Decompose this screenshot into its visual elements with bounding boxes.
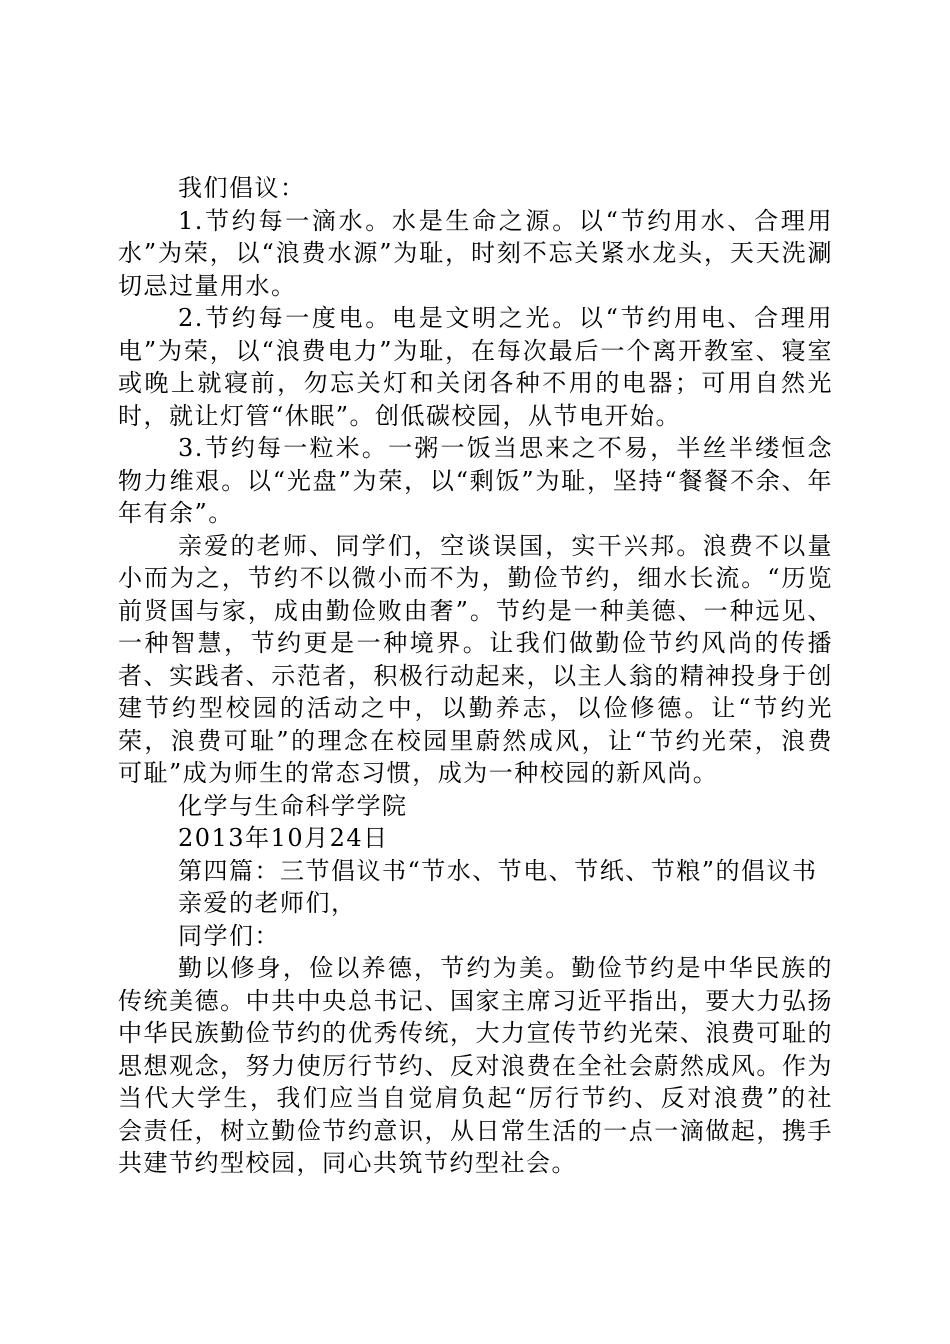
salutation-teachers: 亲爱的老师们， <box>178 889 357 917</box>
document-body <box>118 172 833 1180</box>
proposal-item-rice: 3.节约每一粒米。一粥一饭当思来之不易，半丝半缕恒念物力维艰。以“光盘”为荣，以“剩饭”为耻，坚持“餐餐不余、年年有余”。 <box>118 434 833 527</box>
proposal-item-electricity: 2.节约每一度电。电是文明之光。以“节约用电、合理用电”为荣，以“浪费电力”为耻，在每次最后一个离开教室、寝室或晚上就寝前，勿忘关灯和关闭各种不用的电器；可用自然光时，就让灯管“休眠”。创低碳校园，从节电开始。 <box>118 304 833 430</box>
signature-organization: 化学与生命科学学院 <box>178 791 408 820</box>
signature-date: 2013年10月24日 <box>178 824 389 852</box>
salutation-students: 同学们： <box>178 921 280 950</box>
proposal-item-water: 1.节约每一滴水。水是生命之源。以“节约用水、合理用水”为荣，以“浪费水源”为耻，时刻不忘关紧水龙头，天天洗涮切忌过量用水。 <box>118 206 833 300</box>
proposal-heading: 我们倡议： <box>178 174 306 202</box>
intro-paragraph: 勤以修身，俭以养德，节约为美。勤俭节约是中华民族的传统美德。中共中央总书记、国家主席习近平指出，要大力弘扬中华民族勤俭节约的优秀传统，大力宣传节约光荣、浪费可耻的思想观念，努力使厉行节约、反对浪费在全社会蔚然成风。作为当代大学生，我们应当自觉肩负起“厉行节约、反对浪费”的社会责任，树立勤俭节约意识，从日常生活的一点一滴做起，携手共建节约型校园，同心共筑节约型社会。 <box>118 954 833 1177</box>
closing-paragraph: 亲爱的老师、同学们，空谈误国，实干兴邦。浪费不以量小而为之，节约不以微小而不为，勤俭节约，细水长流。“历览前贤国与家，成由勤俭败由奢”。节约是一种美德、一种远见、一种智慧，节约更是一种境界。让我们做勤俭节约风尚的传播者、实践者、示范者，积极行动起来，以主人翁的精神投身于创建节约型校园的活动之中，以勤养志，以俭修德。让“节约光荣，浪费可耻”的理念在校园里蔚然成风，让“节约光荣，浪费可耻”成为师生的常态习惯，成为一种校园的新风尚。 <box>118 531 833 787</box>
section-title: 第四篇：三节倡议书“节水、节电、节纸、节粮”的倡议书 <box>178 856 818 885</box>
